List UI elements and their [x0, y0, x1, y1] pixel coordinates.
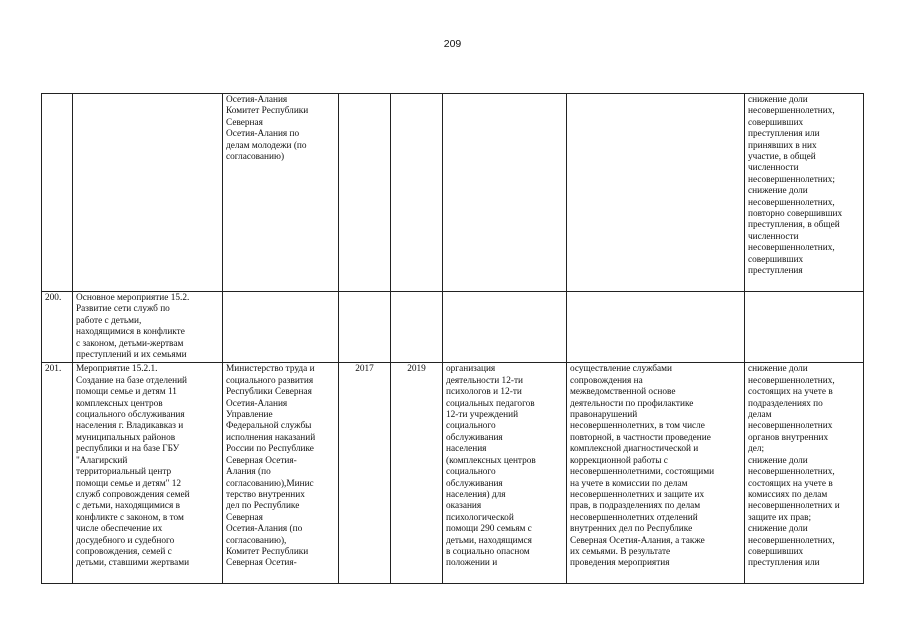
- cell-text-line: деятельности 12-ти: [446, 375, 523, 386]
- cell-text-line: несовершеннолетних,: [748, 106, 835, 117]
- cell-start-year: [339, 94, 391, 292]
- cell-text-line: снижение доли: [748, 186, 808, 197]
- cell-text-line: помощи семье и детям" 12: [76, 478, 182, 489]
- cell-text-line: детьми, ставшими жертвами: [76, 558, 190, 569]
- cell-text-line: делам молодежи (по: [226, 140, 307, 151]
- cell-measure-name: [73, 94, 223, 292]
- cell-end-year: 2019: [391, 363, 443, 584]
- cell-number: 200.: [42, 292, 73, 363]
- cell-text-line: населения г. Владикавказ и: [76, 421, 184, 432]
- cell-text-line: России по Республике: [226, 444, 314, 455]
- cell-text-line: несовершеннолетних, в том числе: [570, 421, 705, 432]
- cell-text-line: Комитет Республики: [226, 106, 309, 117]
- cell-indicator: [745, 292, 864, 363]
- cell-text-line: социального обслуживания: [76, 410, 185, 421]
- cell-text-line: Северная: [226, 512, 263, 523]
- cell-text-line: коррекционной работы с: [570, 455, 668, 466]
- cell-executor: [223, 94, 339, 292]
- cell-text-line: несовершеннолетних: [748, 421, 833, 432]
- cell-text-line: деятельности по профилактике: [570, 398, 694, 409]
- cell-text-line: помощи семье и детям 11: [76, 387, 177, 398]
- cell-text-line: несовершеннолетних,: [748, 243, 835, 254]
- measures-table: [41, 93, 864, 584]
- cell-text-line: Федеральной службы: [226, 421, 312, 432]
- cell-text-line: с законом, детьми-жертвам: [76, 338, 184, 349]
- cell-text-line: населения) для: [446, 489, 506, 500]
- cell-executor: [223, 363, 339, 584]
- cell-text-line: межведомственной основе: [570, 387, 676, 398]
- cell-text-line: работе с детьми,: [76, 315, 142, 326]
- cell-text-line: прав, в подразделениях по делам: [570, 501, 701, 512]
- cell-text-line: осуществление службами: [570, 364, 672, 375]
- cell-number: [42, 94, 73, 292]
- cell-text-line: Осетия-Алания: [226, 398, 288, 409]
- cell-text-line: сопровождения на: [570, 375, 643, 386]
- cell-text-line: снижение доли: [748, 455, 808, 466]
- cell-start-year: [339, 292, 391, 363]
- cell-text-line: Развитие сети служб по: [76, 304, 170, 315]
- cell-text-line: дел;: [748, 444, 765, 455]
- cell-measure-name: [73, 363, 223, 584]
- cell-text-line: социального развития: [226, 375, 314, 386]
- cell-main-content: [567, 363, 745, 584]
- cell-text-line: психологов и 12-ти: [446, 387, 522, 398]
- cell-text-line: преступлений и их семьями: [76, 350, 187, 361]
- cell-text-line: комиссиях по делам: [748, 489, 828, 500]
- cell-text-line: дел по Республике: [226, 501, 300, 512]
- cell-text-line: численности: [748, 163, 799, 174]
- cell-text-line: Северная Осетия-Алания, а также: [570, 535, 705, 546]
- cell-text-line: Республики Северная: [226, 387, 312, 398]
- cell-text-line: преступления или: [748, 558, 820, 569]
- cell-text-line: состоящих на учете в: [748, 478, 833, 489]
- cell-text-line: правонарушений: [570, 410, 638, 421]
- cell-start-year: 2017: [339, 363, 391, 584]
- cell-text-line: положении и: [446, 558, 498, 569]
- cell-text-line: на учете в комиссии по делам: [570, 478, 688, 489]
- cell-text-line: Осетия-Алания по: [226, 129, 300, 140]
- cell-text-line: совершивших: [748, 254, 804, 265]
- cell-text-line: совершивших: [748, 546, 804, 557]
- cell-text-line: находящимися в конфликте: [76, 327, 185, 338]
- cell-text-line: Создание на базе отделений: [76, 375, 188, 386]
- cell-text-line: их семьями. В результате: [570, 546, 671, 557]
- cell-text-line: делам: [748, 410, 772, 421]
- cell-text-line: повторной, в частности проведение: [570, 432, 711, 443]
- cell-text-line: оказания: [446, 501, 482, 512]
- cell-text-line: терство внутренних: [226, 489, 305, 500]
- cell-text-line: внутренних дел по Республике: [570, 524, 693, 535]
- cell-text-line: организация: [446, 364, 496, 375]
- cell-text-line: комплексных центров: [76, 398, 163, 409]
- cell-text-line: несовершеннолетних отделений: [570, 512, 698, 523]
- cell-text-line: снижение доли: [748, 524, 808, 535]
- cell-text-line: социального: [446, 421, 496, 432]
- cell-text-line: Северная Осетия-: [226, 558, 297, 569]
- cell-text-line: состоящих на учете в: [748, 387, 833, 398]
- cell-text-line: обслуживания: [446, 478, 503, 489]
- cell-text-line: совершивших: [748, 117, 804, 128]
- cell-expected-result: [443, 94, 567, 292]
- cell-text-line: Алания (по: [226, 467, 271, 478]
- cell-text-line: проведения мероприятия: [570, 558, 670, 569]
- cell-text-line: сопровождения, семей с: [76, 546, 172, 557]
- cell-text-line: территориальный центр: [76, 467, 172, 478]
- cell-indicator: [745, 363, 864, 584]
- cell-text-line: несовершеннолетних,: [748, 375, 835, 386]
- cell-text-line: комплексной диагностической и: [570, 444, 699, 455]
- cell-text-line: преступления или: [748, 129, 820, 140]
- cell-text-line: повторно совершивших: [748, 209, 843, 220]
- cell-text-line: преступления: [748, 266, 803, 277]
- cell-text-line: Управление: [226, 410, 273, 421]
- cell-text-line: несовершеннолетними, состоящими: [570, 467, 715, 478]
- table-row: [42, 94, 864, 292]
- cell-text-line: несовершеннолетних и: [748, 501, 840, 512]
- page-number: 209: [443, 38, 462, 50]
- cell-main-content: [567, 292, 745, 363]
- cell-text-line: исполнения наказаний: [226, 432, 316, 443]
- cell-number: 201.: [42, 363, 73, 584]
- cell-text-line: Мероприятие 15.2.1.: [76, 364, 158, 375]
- cell-text-line: Северная Осетия-: [226, 455, 297, 466]
- cell-text-line: Министерство труда и: [226, 364, 315, 375]
- cell-text-line: несовершеннолетних,: [748, 535, 835, 546]
- cell-text-line: обслуживания: [446, 432, 503, 443]
- cell-executor: [223, 292, 339, 363]
- cell-text-line: принявших в них: [748, 140, 817, 151]
- cell-indicator: [745, 94, 864, 292]
- cell-text-line: подразделениях по: [748, 398, 823, 409]
- cell-measure-name: [73, 292, 223, 363]
- cell-text-line: несовершеннолетних,: [748, 467, 835, 478]
- table-row: [42, 292, 864, 363]
- cell-text-line: с детьми, находящимися в: [76, 501, 181, 512]
- cell-text-line: согласованию),Минис: [226, 478, 314, 489]
- cell-text-line: численности: [748, 231, 799, 242]
- cell-text-line: социальных педагогов: [446, 398, 535, 409]
- cell-text-line: служб сопровождения семей: [76, 489, 190, 500]
- cell-text-line: числе обеспечение их: [76, 524, 163, 535]
- cell-text-line: согласованию): [226, 152, 285, 163]
- cell-text-line: согласованию),: [226, 535, 287, 546]
- cell-text-line: Осетия-Алания (по: [226, 524, 303, 535]
- cell-end-year: [391, 292, 443, 363]
- cell-text-line: снижение доли: [748, 95, 808, 105]
- cell-text-line: "Алагирский: [76, 455, 128, 466]
- cell-text-line: муниципальных районов: [76, 432, 176, 443]
- cell-text-line: органов внутренних: [748, 432, 829, 443]
- cell-text-line: населения: [446, 444, 487, 455]
- cell-text-line: преступления, в общей: [748, 220, 840, 231]
- table-row: [42, 363, 864, 584]
- cell-text-line: Осетия-Алания: [226, 95, 288, 105]
- cell-expected-result: [443, 292, 567, 363]
- cell-text-line: несовершеннолетних,: [748, 197, 835, 208]
- cell-text-line: досудебного и судебного: [76, 535, 175, 546]
- cell-text-line: детьми, находящимся: [446, 535, 532, 546]
- cell-text-line: психологической: [446, 512, 514, 523]
- cell-text-line: (комплексных центров: [446, 455, 536, 466]
- cell-text-line: 12-ти учреждений: [446, 410, 519, 421]
- cell-expected-result: [443, 363, 567, 584]
- cell-text-line: конфликте с законом, в том: [76, 512, 184, 523]
- cell-end-year: [391, 94, 443, 292]
- cell-text-line: Основное мероприятие 15.2.: [76, 293, 190, 303]
- cell-text-line: социального: [446, 467, 496, 478]
- cell-text-line: помощи 290 семьям с: [446, 524, 532, 535]
- cell-text-line: Северная: [226, 117, 263, 128]
- cell-main-content: [567, 94, 745, 292]
- cell-text-line: несовершеннолетних;: [748, 174, 835, 185]
- cell-text-line: Комитет Республики: [226, 546, 309, 557]
- cell-text-line: в социально опасном: [446, 546, 530, 557]
- cell-text-line: снижение доли: [748, 364, 808, 375]
- cell-text-line: республики и на базе ГБУ: [76, 444, 180, 455]
- cell-text-line: защите их прав;: [748, 512, 812, 523]
- cell-text-line: несовершеннолетних и защите их: [570, 489, 705, 500]
- cell-text-line: участие, в общей: [748, 152, 816, 163]
